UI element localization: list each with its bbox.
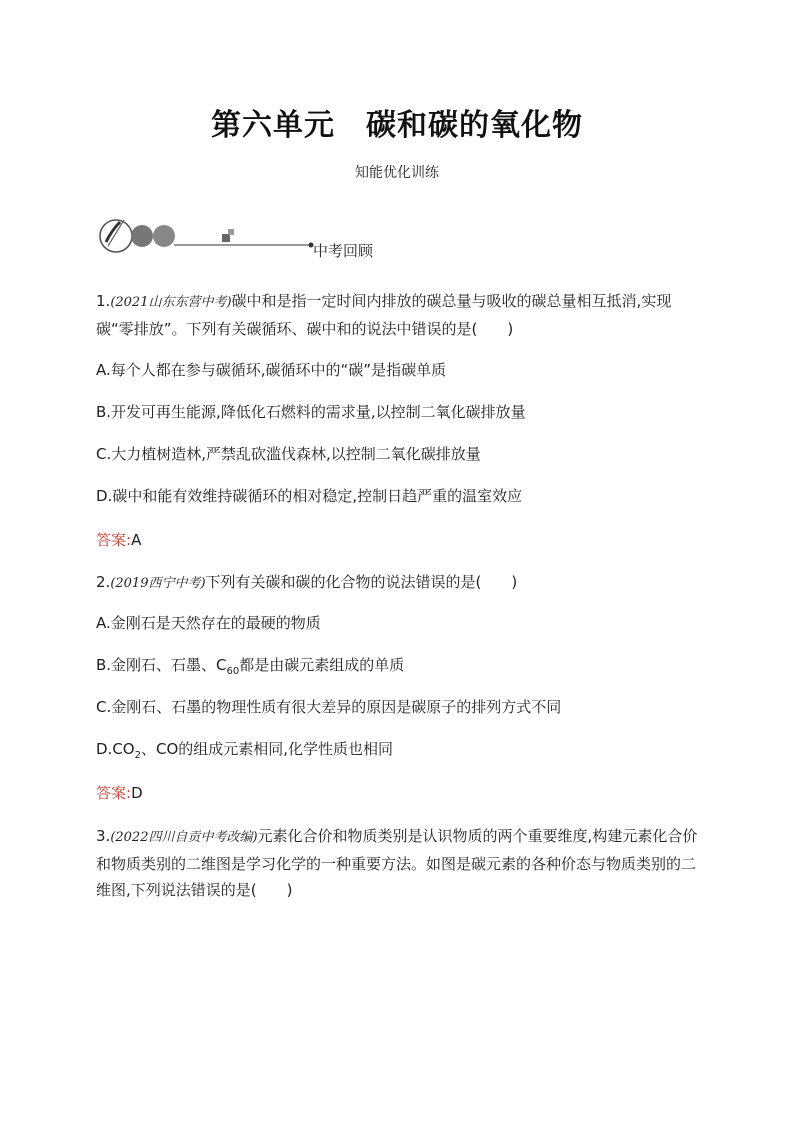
option-d: D.碳中和能有效维持碳循环的相对稳定,控制日趋严重的温室效应: [96, 487, 523, 505]
question-stem: 元素化合价和物质类别是认识物质的两个重要维度,构建元素化合价和物质类别的二维图是学习化学的一种重要方法。如图是碳元素的各种价态与物质类别的二维图,下列说法错误的是( ): [96, 827, 698, 899]
page-subtitle: 知能优化训练: [355, 165, 439, 181]
option-c: C.金刚石、石墨的物理性质有很大差异的原因是碳原子的排列方式不同: [96, 698, 562, 716]
question-number: 1.: [96, 292, 111, 310]
option-b-suffix: 都是由碳元素组成的单质: [239, 656, 405, 674]
answer-2: [96, 780, 143, 806]
question-stem: 下列有关碳和碳的化合物的说法错误的是( ): [205, 573, 518, 591]
question-3: [96, 823, 700, 903]
question-source: (2021山东东营中考): [110, 295, 232, 310]
question-source: (2022四川自贡中考改编): [110, 830, 258, 845]
question-number: 2.: [96, 573, 111, 591]
question-stem: 碳中和是指一定时间内排放的碳总量与吸收的碳总量相互抵消,实现碳“零排放”。下列有关碳循环、碳中和的说法中错误的是( ): [96, 292, 672, 338]
answer-label: 答案:: [96, 531, 132, 549]
question-2: [96, 569, 700, 597]
option-c: C.大力植树造林,严禁乱砍滥伐森林,以控制二氧化碳排放量: [96, 445, 481, 463]
option-d-suffix: 、CO的组成元素相同,化学性质也相同: [140, 740, 394, 758]
option-b: [96, 652, 700, 685]
page-title: 第六单元 碳和碳的氧化物: [211, 108, 583, 143]
question-source: (2019西宁中考): [110, 576, 206, 591]
option-a: A.金刚石是天然存在的最硬的物质: [96, 614, 321, 632]
option-d: [96, 736, 700, 769]
answer-label: 答案:: [96, 784, 132, 802]
option-b-subscript: 60: [226, 666, 240, 677]
option-d-prefix: D.CO: [96, 740, 135, 758]
option-b: B.开发可再生能源,降低化石燃料的需求量,以控制二氧化碳排放量: [96, 403, 526, 421]
answer-value: A: [131, 531, 142, 549]
question-1: [96, 288, 700, 342]
section-label: 中考回顾: [313, 242, 374, 260]
option-d-subscript: 2: [134, 750, 141, 761]
option-b-prefix: B.金刚石、石墨、C: [96, 656, 227, 674]
answer-1: [96, 527, 141, 553]
answer-value: D: [131, 784, 143, 802]
option-a: A.每个人都在参与碳循环,碳循环中的“碳”是指碳单质: [96, 361, 447, 379]
question-number: 3.: [96, 827, 111, 845]
